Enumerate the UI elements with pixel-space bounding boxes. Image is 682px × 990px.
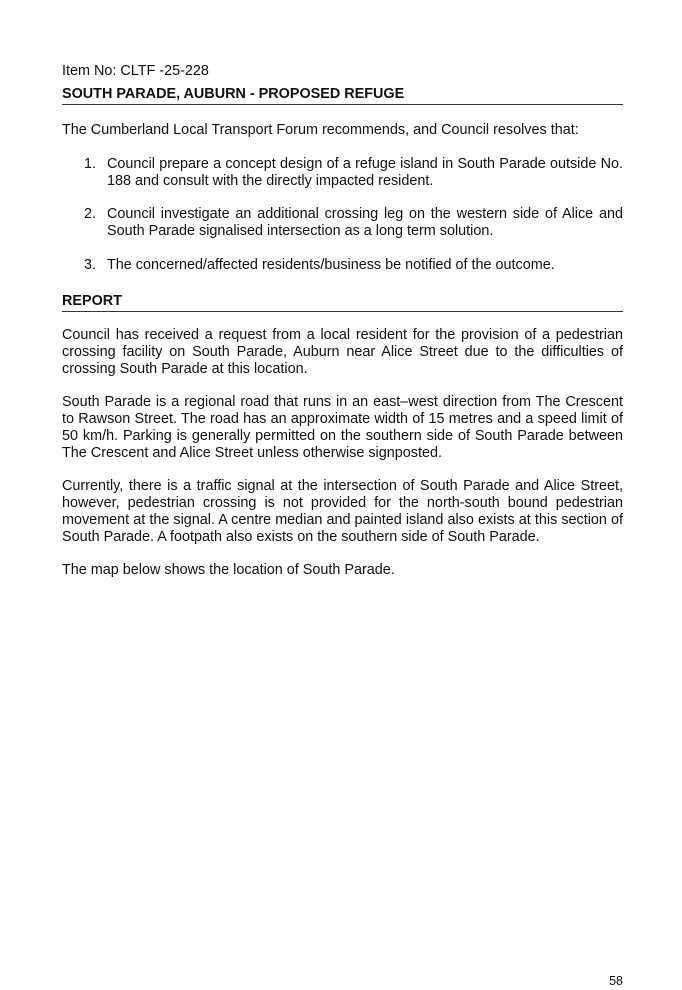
report-paragraph: Council has received a request from a local resident for the provision of a pedestrian crossing facility on South Parade, Auburn near Alice Street due to the difficulties of crossing South Parade at this location. xyxy=(62,327,623,377)
report-body xyxy=(62,327,623,596)
report-paragraph: The map below shows the location of South Parade. xyxy=(62,562,395,579)
resolution-number: 3. xyxy=(84,256,97,273)
report-heading: REPORT xyxy=(62,293,623,312)
resolution-item xyxy=(62,257,623,274)
resolution-number: 1. xyxy=(84,156,97,172)
resolution-text: Council investigate an additional crossing leg on the western side of Alice and South Parade signalised intersection as a long term solution. xyxy=(107,206,623,240)
item-number: Item No: CLTF -25-228 xyxy=(62,63,209,79)
report-paragraph: Currently, there is a traffic signal at the intersection of South Parade and Alice Street, however, pedestrian crossing is not provided for the north-south bound pedestrian movement at the signal. A centre median and painted island also exists at this section of South Parade. A footpath also exists on the southern side of South Parade. xyxy=(62,478,623,545)
resolution-number: 2. xyxy=(84,206,97,223)
report-paragraph: South Parade is a regional road that runs in an east–west direction from The Crescent to Rawson Street. The road has an approximate width of 15 metres and a speed limit of 50 km/h. Parking is generally permitted on the southern side of South Parade between The Crescent and Alice Street unless otherwise signposted. xyxy=(62,394,623,461)
document-page xyxy=(62,0,623,989)
page-number: 58 xyxy=(609,974,623,988)
resolution-text: The concerned/affected residents/business be notified of the outcome. xyxy=(107,256,555,273)
intro-text: The Cumberland Local Transport Forum recommends, and Council resolves that: xyxy=(62,122,579,138)
resolution-text: Council prepare a concept design of a refuge island in South Parade outside No. 188 and consult with the directly impacted resident. xyxy=(107,156,623,189)
resolution-list xyxy=(62,156,623,290)
resolution-item xyxy=(62,156,623,190)
resolution-item xyxy=(62,206,623,240)
item-title: SOUTH PARADE, AUBURN - PROPOSED REFUGE xyxy=(62,86,623,105)
